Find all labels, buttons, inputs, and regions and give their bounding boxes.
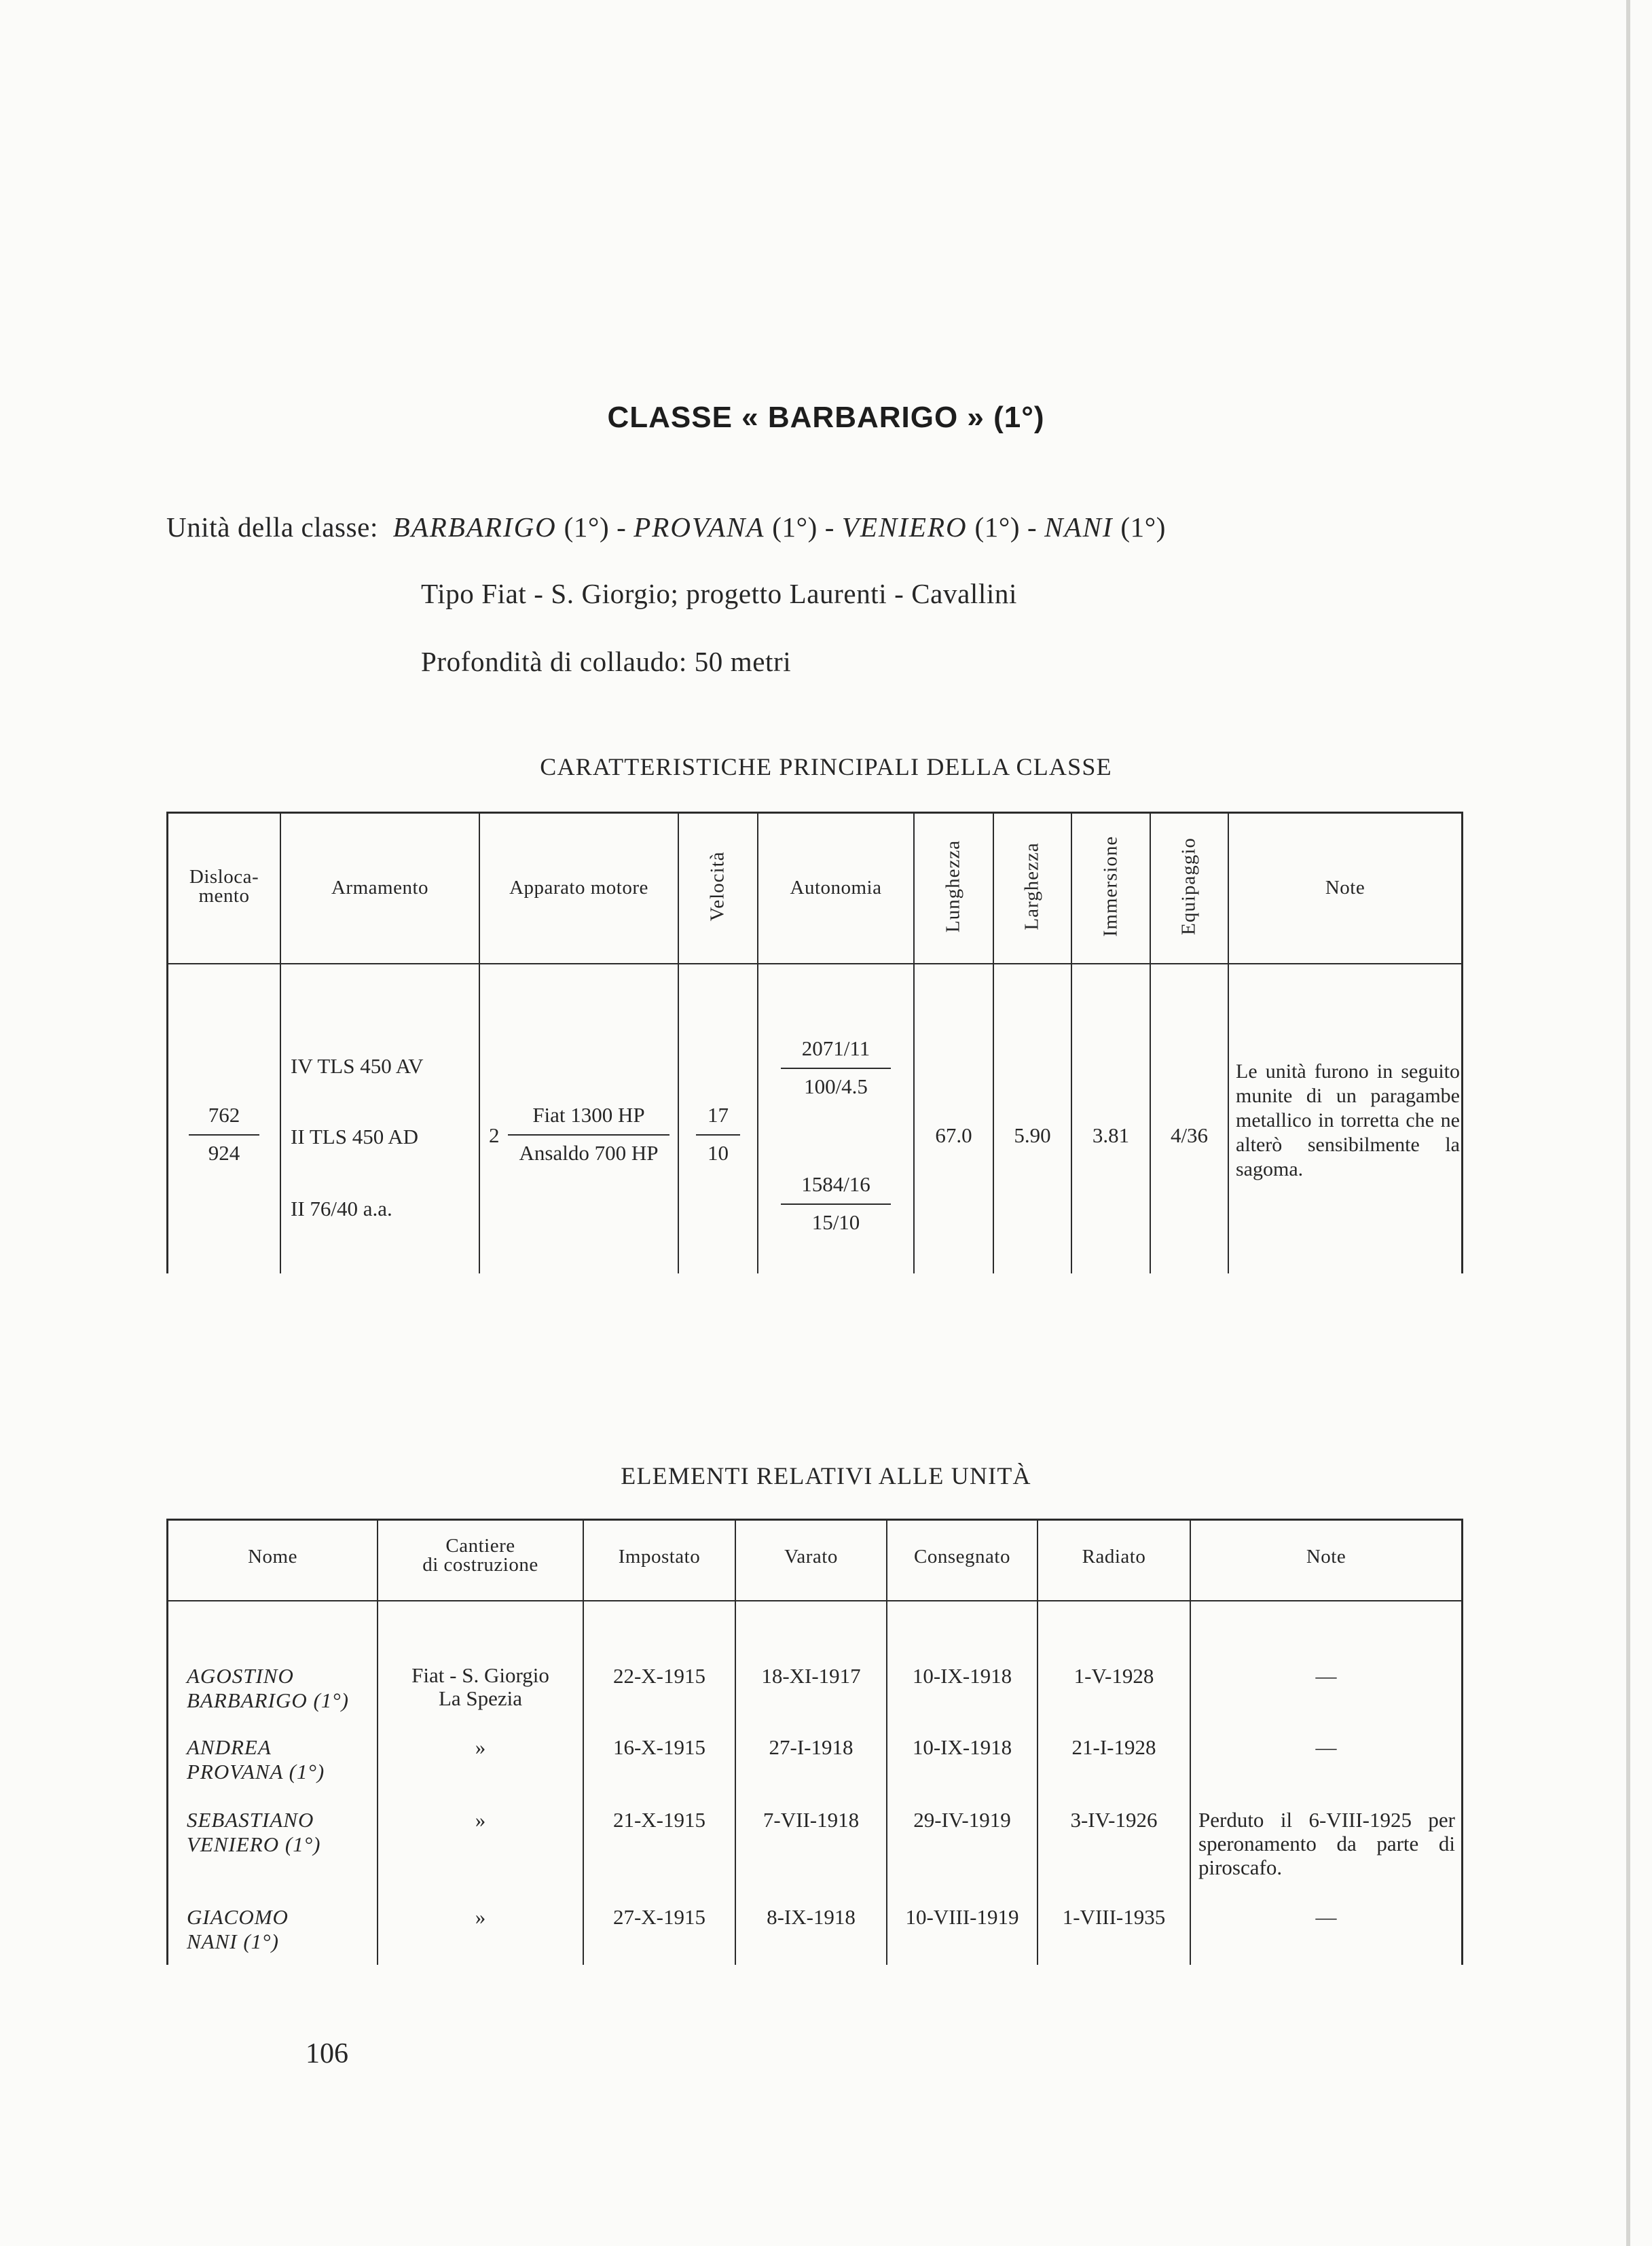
table1-header-rule bbox=[166, 963, 1463, 964]
consegnato: 29-IV-1919 bbox=[913, 1808, 1011, 1832]
autonomia-surface-speed: 100/4.5 bbox=[804, 1074, 868, 1098]
radiato: 3-IV-1926 bbox=[1070, 1808, 1158, 1832]
header-armamento: Armamento bbox=[331, 877, 428, 899]
unit-name: AGOSTINO BARBARIGO (1°) bbox=[187, 1664, 350, 1712]
header-cantiere: Cantiere di costruzione bbox=[422, 1535, 538, 1576]
page-title: CLASSE « BARBARIGO » (1°) bbox=[607, 401, 1045, 434]
header-lunghezza: Lunghezza bbox=[942, 839, 964, 933]
lunghezza-value: 67.0 bbox=[935, 1123, 972, 1147]
armamento-3: II 76/40 a.a. bbox=[291, 1197, 392, 1220]
note: — bbox=[1315, 1905, 1337, 1929]
unit-barbarigo: BARBARIGO bbox=[392, 511, 557, 543]
table1-col-line bbox=[678, 812, 679, 1273]
impostato: 22-X-1915 bbox=[612, 1664, 706, 1688]
consegnato: 10-IX-1918 bbox=[912, 1664, 1012, 1688]
cantiere: » bbox=[475, 1905, 486, 1929]
header-impostato: Impostato bbox=[618, 1546, 701, 1568]
armamento-2: II TLS 450 AD bbox=[291, 1125, 419, 1148]
fraction-bar bbox=[781, 1068, 891, 1069]
table1-title: CARATTERISTICHE PRINCIPALI DELLA CLASSE bbox=[540, 753, 1112, 780]
table2-col-line bbox=[166, 1519, 168, 1965]
unit-name: SEBASTIANO VENIERO (1°) bbox=[187, 1808, 321, 1856]
armamento-1: IV TLS 450 AV bbox=[291, 1054, 424, 1078]
unit-veniero: VENIERO bbox=[841, 511, 968, 543]
velocita-surface: 17 bbox=[708, 1103, 729, 1127]
table1-col-line bbox=[1461, 812, 1463, 1273]
note: Perduto il 6-VIII-1925 per speronamento da parte di piroscafo. bbox=[1198, 1808, 1455, 1879]
header-consegnato: Consegnato bbox=[914, 1546, 1010, 1568]
header-note: Note bbox=[1325, 877, 1365, 899]
table1-col-line bbox=[913, 812, 915, 1273]
depth-line: Profondità di collaudo: 50 metri bbox=[421, 646, 792, 677]
unit-nani: NANI bbox=[1044, 511, 1114, 543]
fraction-bar bbox=[189, 1134, 259, 1136]
autonomia-submerged-miles: 1584/16 bbox=[801, 1172, 870, 1196]
fraction-bar bbox=[508, 1134, 669, 1136]
cantiere: » bbox=[475, 1808, 486, 1832]
table2-header-rule bbox=[166, 1600, 1463, 1601]
header-larghezza: Larghezza bbox=[1021, 842, 1043, 930]
header-velocita: Velocità bbox=[706, 851, 729, 922]
equipaggio-value: 4/36 bbox=[1170, 1123, 1209, 1147]
header-note: Note bbox=[1306, 1546, 1346, 1568]
unit-name: GIACOMO NANI (1°) bbox=[187, 1905, 289, 1953]
fraction-bar bbox=[696, 1134, 740, 1136]
units-line: Unità della classe: BARBARIGO (1°) - PROVANA (1°) - VENIERO (1°) - NANI (1°) bbox=[166, 511, 1166, 543]
header-radiato: Radiato bbox=[1082, 1546, 1146, 1568]
varato: 18-XI-1917 bbox=[761, 1664, 861, 1688]
consegnato: 10-IX-1918 bbox=[912, 1735, 1012, 1759]
table1-col-line bbox=[1150, 812, 1151, 1273]
dislocamento-submerged: 924 bbox=[208, 1141, 240, 1165]
page-number: 106 bbox=[306, 2038, 348, 2069]
autonomia-submerged-speed: 15/10 bbox=[811, 1210, 860, 1234]
table1-col-line bbox=[993, 812, 994, 1273]
impostato: 21-X-1915 bbox=[612, 1808, 706, 1832]
radiato: 1-VIII-1935 bbox=[1062, 1905, 1166, 1929]
table1-top-rule bbox=[166, 812, 1463, 814]
impostato: 27-X-1915 bbox=[612, 1905, 706, 1929]
radiato: 1-V-1928 bbox=[1073, 1664, 1154, 1688]
table2-top-rule bbox=[166, 1519, 1463, 1521]
table1-col-line bbox=[1071, 812, 1072, 1273]
motor-count: 2 bbox=[489, 1123, 500, 1147]
varato: 8-IX-1918 bbox=[767, 1905, 856, 1929]
cantiere: Fiat - S. Giorgio La Spezia bbox=[411, 1663, 549, 1710]
table2-title: ELEMENTI RELATIVI ALLE UNITÀ bbox=[621, 1462, 1031, 1489]
header-autonomia: Autonomia bbox=[790, 877, 882, 899]
header-equipaggio: Equipaggio bbox=[1177, 837, 1200, 935]
consegnato: 10-VIII-1919 bbox=[905, 1905, 1019, 1929]
class-note: Le unità furono in seguito munite di un paragambe metallico in torretta che ne alterò sensibilmente la sagoma. bbox=[1236, 1060, 1460, 1180]
page-edge-shadow bbox=[1626, 0, 1630, 2246]
unit-provana: PROVANA bbox=[634, 511, 765, 543]
unit-suffix: (1°) bbox=[564, 511, 610, 543]
velocita-submerged: 10 bbox=[708, 1141, 729, 1165]
immersione-value: 3.81 bbox=[1092, 1123, 1130, 1147]
fraction-bar bbox=[781, 1203, 891, 1205]
varato: 27-I-1918 bbox=[769, 1735, 853, 1759]
motor-surface: Fiat 1300 HP bbox=[532, 1103, 645, 1127]
table2-col-line bbox=[1461, 1519, 1463, 1965]
note: — bbox=[1315, 1664, 1337, 1688]
cantiere: » bbox=[475, 1735, 486, 1759]
header-apparato-motore: Apparato motore bbox=[509, 877, 648, 899]
dislocamento-surface: 762 bbox=[208, 1103, 240, 1127]
header-nome: Nome bbox=[248, 1546, 297, 1568]
impostato: 16-X-1915 bbox=[612, 1735, 706, 1759]
header-dislocamento: Disloca- mento bbox=[189, 866, 259, 907]
unit-name: ANDREA PROVANA (1°) bbox=[187, 1735, 325, 1783]
radiato: 21-I-1928 bbox=[1071, 1735, 1156, 1759]
larghezza-value: 5.90 bbox=[1014, 1123, 1051, 1147]
varato: 7-VII-1918 bbox=[763, 1808, 860, 1832]
units-label: Unità della classe: bbox=[166, 511, 378, 543]
note: — bbox=[1315, 1735, 1337, 1759]
header-varato: Varato bbox=[784, 1546, 838, 1568]
motor-submerged: Ansaldo 700 HP bbox=[519, 1141, 659, 1165]
autonomia-surface-miles: 2071/11 bbox=[801, 1036, 870, 1060]
header-immersione: Immersione bbox=[1099, 835, 1122, 937]
type-line: Tipo Fiat - S. Giorgio; progetto Laurenti - Cavallini bbox=[421, 578, 1017, 609]
